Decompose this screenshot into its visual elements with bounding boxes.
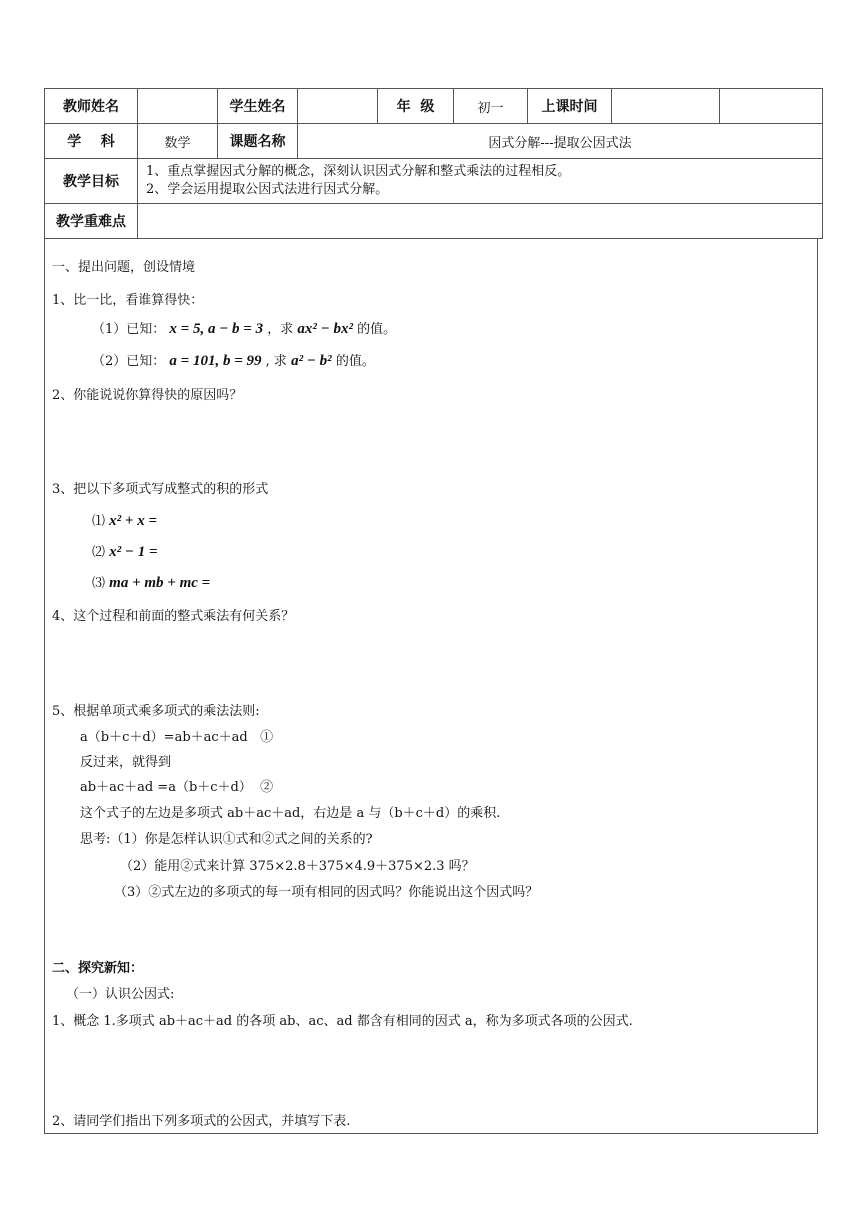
- question-1-1-math-expr: ax² − bx²: [297, 321, 353, 337]
- question-3-3-number: ⑶: [92, 576, 106, 591]
- question-1-1-suffix: 的值。: [357, 322, 397, 337]
- formula-1: a（b＋c＋d）=ab＋ac＋ad ①: [80, 730, 274, 745]
- think-1: 思考:（1）你是怎样认识①式和②式之间的关系的?: [80, 832, 373, 847]
- question-1-1: [92, 318, 396, 338]
- teacher-name-label: 教师姓名: [45, 89, 138, 124]
- question-1-2-suffix: 的值。: [335, 354, 375, 369]
- key-points-value[interactable]: [138, 204, 823, 239]
- question-3-2-math: x² − 1 =: [109, 544, 158, 560]
- question-3-1-number: ⑴: [92, 514, 106, 529]
- teacher-name-value[interactable]: [138, 89, 218, 124]
- header-row-1: [45, 89, 823, 124]
- header-row-4: [45, 204, 823, 239]
- think-3: （3）②式左边的多项式的每一项有相同的因式吗？你能说出这个因式吗？: [114, 885, 539, 900]
- question-3-2: [92, 541, 158, 561]
- question-1-2-prefix: （2）已知：: [92, 354, 166, 369]
- goal-2: 2、学会运用提取公因式法进行因式分解。: [146, 182, 389, 197]
- topic-label: 课题名称: [218, 124, 298, 159]
- section-2-subtitle: （一）认识公因式:: [66, 987, 175, 1002]
- topic-value: 因式分解---提取公因式法: [298, 124, 823, 159]
- question-4: 4、这个过程和前面的整式乘法有何关系？: [52, 609, 295, 624]
- subject-label: 学 科: [45, 124, 138, 159]
- header-row-2: [45, 124, 823, 159]
- question-2: 2、你能说说你算得快的原因吗？: [52, 388, 243, 403]
- question-1-2-math-given: a = 101, b = 99: [169, 353, 262, 369]
- question-1-1-math-given: x = 5, a − b = 3: [169, 321, 264, 337]
- question-3: 3、把以下多项式写成整式的积的形式: [52, 482, 269, 497]
- goal-1: 1、重点掌握因式分解的概念，深刻认识因式分解和整式乘法的过程相反。: [146, 164, 571, 179]
- question-5: 5、根据单项式乘多项式的乘法法则:: [52, 704, 260, 719]
- question-3-3-math: ma + mb + mc =: [109, 575, 211, 591]
- key-points-label: 教学重难点: [45, 204, 138, 239]
- header-row-3: [45, 159, 823, 204]
- grade-label: 年 级: [378, 89, 454, 124]
- question-1-2-math-expr: a² − b²: [291, 353, 332, 369]
- section-1-title: 一、提出问题，创设情境: [52, 260, 196, 275]
- question-3-1: [92, 510, 157, 530]
- class-time-extra: [720, 89, 823, 124]
- question-1-1-prefix: （1）已知：: [92, 322, 166, 337]
- question-1: 1、比一比，看谁算得快：: [52, 293, 204, 308]
- formula-2: ab＋ac＋ad =a（b＋c＋d） ②: [80, 780, 274, 795]
- think-2: （2）能用②式来计算 375×2.8＋375×4.9＋375×2.3 吗？: [120, 859, 475, 874]
- question-3-2-number: ⑵: [92, 545, 106, 560]
- concept-1: 1、概念 1.多项式 ab＋ac＋ad 的各项 ab、ac、ad 都含有相同的因式 a，称为多项式各项的公因式.: [52, 1014, 633, 1029]
- question-3-3: [92, 572, 210, 592]
- lesson-info-table: [44, 88, 823, 239]
- subject-value: 数学: [138, 124, 218, 159]
- goals-label: 教学目标: [45, 159, 138, 204]
- question-1-2-mid: , 求: [265, 354, 287, 369]
- student-name-value[interactable]: [298, 89, 378, 124]
- question-1-2: [92, 350, 375, 370]
- task-2: 2、请同学们指出下列多项式的公因式，并填写下表.: [52, 1114, 351, 1129]
- formula-explanation: 这个式子的左边是多项式 ab＋ac＋ad，右边是 a 与（b＋c＋d）的乘积.: [80, 806, 501, 821]
- goals-content: [138, 159, 823, 204]
- student-name-label: 学生姓名: [218, 89, 298, 124]
- class-time-label: 上课时间: [528, 89, 612, 124]
- question-3-1-math: x² + x =: [109, 513, 157, 529]
- question-1-1-mid: ，求: [267, 322, 294, 337]
- section-2-title: 二、探究新知：: [52, 961, 144, 976]
- reverse-text: 反过来，就得到: [80, 755, 172, 770]
- class-time-value[interactable]: [612, 89, 720, 124]
- grade-value: 初一: [454, 89, 528, 124]
